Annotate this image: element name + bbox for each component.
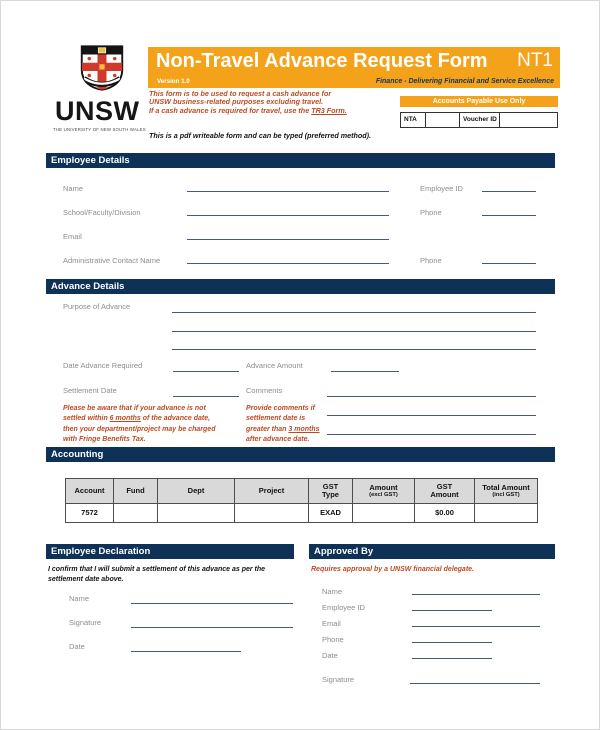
form-title: Non-Travel Advance Request Form [156, 50, 488, 72]
gst-amount-cell: $0.00 [415, 504, 475, 522]
email-input[interactable] [187, 228, 389, 240]
approval-employee-id-label: Employee ID [322, 603, 365, 612]
approval-email-label: Email [322, 619, 341, 628]
school-input[interactable] [187, 204, 389, 216]
comments-note-line-3 [246, 425, 341, 435]
admin-contact-label: Administrative Contact Name [63, 256, 161, 265]
comments-note-line-2: settlement date is [246, 415, 306, 423]
settlement-note-line-2b: of the advance date, [140, 415, 211, 423]
declaration-name-label: Name [69, 594, 90, 603]
comments-note-line-1: Provide comments if [246, 405, 315, 412]
comments-guidance-note [246, 404, 341, 446]
intro-line-2: UNSW business-related purposes excluding travel. [149, 97, 324, 107]
approval-note: Requires approval by a UNSW financial delegate. [311, 566, 474, 573]
section-approved-by: Approved By [309, 544, 555, 559]
col-header-gst-type: GST Type [309, 479, 353, 503]
section-employee-details: Employee Details [46, 153, 555, 168]
date-required-label: Date Advance Required [63, 361, 143, 370]
col-header-fund: Fund [114, 479, 158, 503]
section-accounting: Accounting [46, 447, 555, 462]
approval-date-input[interactable] [412, 647, 492, 659]
email-label: Email [63, 232, 82, 241]
gst-type-cell: EXAD [309, 504, 353, 522]
approval-employee-id-input[interactable] [412, 599, 492, 611]
unsw-crest-icon [79, 44, 125, 92]
comments-input-line-1[interactable] [327, 385, 536, 397]
comments-note-line-4: after advance date. [246, 436, 310, 444]
settlement-note-line-2a: settled within [63, 415, 110, 423]
approval-phone-input[interactable] [412, 631, 492, 643]
section-employee-declaration: Employee Declaration [46, 544, 294, 559]
declaration-signature-label: Signature [69, 618, 102, 627]
approval-date-label: Date [322, 651, 338, 660]
approval-name-label: Name [322, 587, 343, 596]
purpose-input-line-1[interactable] [172, 301, 536, 313]
employee-id-label: Employee ID [420, 184, 463, 193]
declaration-date-label: Date [69, 642, 85, 651]
declaration-name-input[interactable] [131, 592, 293, 604]
declaration-text-line-1: I confirm that I will submit a settlement of this advance as per the [48, 566, 266, 573]
col-header-gst-amount: GST Amount [415, 479, 475, 503]
voucher-id-label: Voucher ID [460, 113, 500, 127]
intro-line-1: This form is to be used to request a cash advance for [149, 89, 332, 98]
comments-note-line-3a: greater than [246, 425, 289, 433]
settlement-note-line-2 [63, 414, 243, 424]
phone-input-2[interactable] [482, 252, 536, 264]
school-label: School/Faculty/Division [63, 208, 141, 217]
finance-tagline: Finance - Delivering Financial and Service Excellence [375, 78, 554, 85]
date-required-input[interactable] [173, 360, 239, 372]
accounting-header-row [66, 479, 537, 504]
phone-label-1: Phone [420, 208, 442, 217]
advance-amount-input[interactable] [331, 360, 399, 372]
nta-input[interactable] [426, 113, 460, 127]
tr3-form-link[interactable]: TR3 Form. [311, 105, 347, 115]
approval-name-input[interactable] [412, 583, 540, 595]
six-months-underline: 6 months [109, 415, 141, 423]
accounts-payable-table [400, 112, 558, 128]
declaration-text-line-2: settlement date above. [48, 575, 124, 583]
declaration-signature-input[interactable] [131, 616, 293, 628]
purpose-label: Purpose of Advance [63, 302, 131, 311]
employee-id-input[interactable] [482, 180, 536, 192]
admin-contact-input[interactable] [187, 252, 389, 264]
declaration-text [48, 565, 298, 584]
settlement-date-label: Settlement Date [63, 386, 117, 395]
unsw-caption: THE UNIVERSITY OF NEW SOUTH WALES [53, 127, 146, 132]
settlement-note-line-3: then your department/project may be charged [63, 425, 216, 433]
title-banner [148, 47, 560, 88]
col-header-dept: Dept [158, 479, 235, 503]
unsw-wordmark: UNSW [55, 96, 140, 126]
purpose-input-line-3[interactable] [172, 338, 536, 350]
accounts-payable-header: Accounts Payable Use Only [400, 96, 558, 107]
three-months-underline: 3 months [288, 425, 320, 433]
col-header-amount-excl: Amount (excl GST) [353, 479, 415, 503]
fund-cell[interactable] [114, 504, 158, 522]
settlement-date-input[interactable] [173, 385, 239, 397]
approval-signature-label: Signature [322, 675, 355, 684]
comments-label: Comments [246, 386, 283, 395]
intro-instructions [149, 90, 389, 115]
col-header-account: Account [66, 479, 114, 503]
approval-phone-label: Phone [322, 635, 344, 644]
advance-amount-label: Advance Amount [246, 361, 303, 370]
nta-label: NTA [401, 113, 426, 127]
dept-cell[interactable] [158, 504, 235, 522]
col-header-project: Project [235, 479, 309, 503]
accounting-table [65, 478, 538, 523]
comments-input-line-3[interactable] [327, 423, 536, 435]
accounting-data-row [66, 504, 537, 522]
approval-email-input[interactable] [412, 615, 540, 627]
pdf-writeable-note: This is a pdf writeable form and can be typed (preferred method). [149, 131, 372, 140]
form-code: NT1 [517, 50, 553, 71]
total-incl-cell[interactable] [475, 504, 537, 522]
col-header-total-incl: Total Amount (incl GST) [482, 482, 530, 498]
form-version: Version 1.0 [157, 78, 190, 85]
phone-label-2: Phone [420, 256, 442, 265]
account-cell: 7572 [66, 504, 114, 522]
employee-name-input[interactable] [187, 180, 389, 192]
amount-excl-cell[interactable] [353, 504, 415, 522]
intro-line-3-text: If a cash advance is required for travel, use the [149, 105, 312, 115]
section-advance-details: Advance Details [46, 279, 555, 294]
project-cell[interactable] [235, 504, 309, 522]
settlement-warning-note [63, 404, 243, 446]
approval-signature-input[interactable] [410, 672, 540, 684]
settlement-note-line-4: with Fringe Benefits Tax. [63, 436, 146, 444]
declaration-date-input[interactable] [131, 640, 241, 652]
voucher-id-input[interactable] [500, 113, 554, 127]
purpose-input-line-2[interactable] [172, 320, 536, 332]
intro-line-3 [149, 107, 389, 115]
settlement-note-line-1: Please be aware that if your advance is not [63, 405, 206, 412]
comments-input-line-2[interactable] [327, 404, 536, 416]
employee-name-label: Name [63, 184, 84, 193]
phone-input-1[interactable] [482, 204, 536, 216]
